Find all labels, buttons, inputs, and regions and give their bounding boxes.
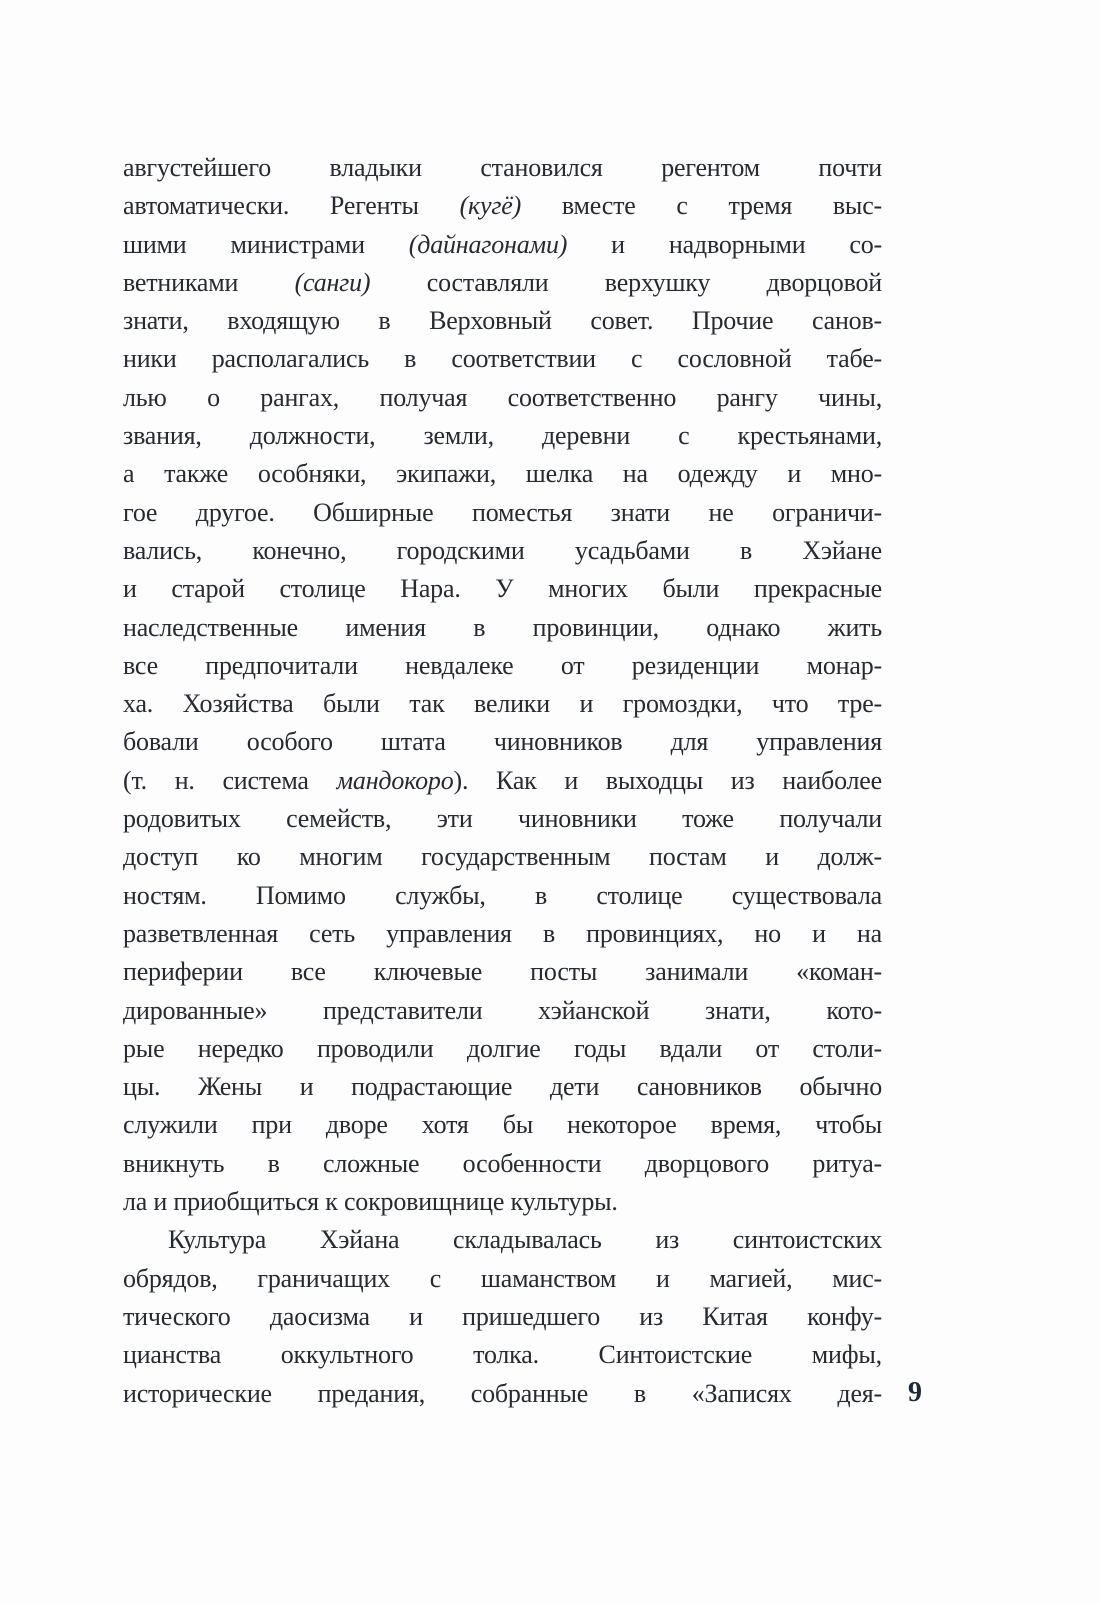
text-segment: автоматически. Регенты	[123, 191, 460, 221]
text-segment: составляли верхушку дворцовой	[370, 267, 882, 297]
text-segment: обрядов, граничащих с шаманством и магией, мис-	[123, 1263, 882, 1293]
text-line	[123, 1298, 882, 1336]
text-segment: бовали особого штата чиновников для управления	[123, 727, 882, 757]
text-segment: августейшего владыки становился регентом почти	[123, 153, 882, 182]
text-segment: исторические предания, собранные в «Записях дея-	[123, 1378, 882, 1408]
text-segment: ). Как и выходцы из наиболее	[453, 765, 882, 795]
text-line	[123, 570, 882, 608]
text-segment: дированные» представители хэйанской знати, кото-	[123, 995, 882, 1025]
text-line	[123, 1068, 882, 1106]
text-segment: тического даосизма и пришедшего из Китая конфу-	[123, 1301, 882, 1331]
text-line	[123, 1106, 882, 1144]
text-line	[123, 379, 882, 417]
text-line	[123, 1336, 882, 1374]
text-line	[123, 1145, 882, 1183]
text-segment: ностям. Помимо службы, в столице существовала	[123, 880, 882, 910]
text-segment: вместе с тремя выс-	[521, 191, 882, 221]
text-line	[123, 1375, 882, 1413]
italic-term: (санги)	[294, 267, 371, 297]
text-line	[123, 417, 882, 455]
page-number: 9	[908, 1377, 922, 1408]
text-line	[123, 149, 882, 187]
text-segment: цы. Жены и подрастающие дети сановников обычно	[123, 1072, 882, 1102]
text-line	[123, 264, 882, 302]
text-segment: а также особняки, экипажи, шелка на одежду и мно-	[123, 459, 882, 489]
text-line	[123, 302, 882, 340]
text-line	[123, 1260, 882, 1298]
text-segment: вались, конечно, городскими усадьбами в Хэйане	[123, 535, 882, 565]
text-line	[123, 838, 882, 876]
text-segment: ха. Хозяйства были так велики и громоздки, что тре-	[123, 689, 882, 719]
text-line	[123, 800, 882, 838]
text-segment: рые нередко проводили долгие годы вдали от столи-	[123, 1033, 882, 1063]
text-segment: периферии все ключевые посты занимали «коман-	[123, 957, 882, 987]
text-line	[123, 340, 882, 378]
text-line	[123, 1183, 882, 1221]
text-line	[123, 685, 882, 723]
text-line	[123, 1221, 882, 1259]
text-segment: лью о рангах, получая соответственно рангу чины,	[123, 382, 882, 412]
text-line	[123, 762, 882, 800]
text-segment: цианства оккультного толка. Синтоистские мифы,	[123, 1340, 882, 1370]
text-segment: Культура Хэйана складывалась из синтоистских	[168, 1225, 882, 1255]
text-segment: шими министрами	[123, 229, 409, 259]
text-line	[123, 877, 882, 915]
italic-term: (кугё)	[459, 191, 522, 221]
text-line	[123, 992, 882, 1030]
text-segment: звания, должности, земли, деревни с крестьянами,	[123, 421, 882, 451]
text-segment: знати, входящую в Верховный совет. Прочие санов-	[123, 306, 882, 336]
text-segment: служили при дворе хотя бы некоторое время, чтобы	[123, 1110, 882, 1140]
text-segment: гое другое. Обширные поместья знати не ограничи-	[123, 497, 882, 527]
text-block	[123, 149, 882, 1413]
text-line	[123, 1030, 882, 1068]
text-line	[123, 455, 882, 493]
text-line	[123, 609, 882, 647]
text-segment: ла и приобщиться к сокровищнице культуры.	[123, 1187, 618, 1217]
italic-term: (дайнагонами)	[408, 229, 568, 259]
text-segment: ветниками	[123, 267, 295, 297]
text-segment: ники располагались в соответствии с сословной табе-	[123, 344, 882, 374]
text-segment: все предпочитали невдалеке от резиденции монар-	[123, 650, 882, 680]
text-segment: доступ ко многим государственным постам и долж-	[123, 842, 882, 872]
italic-term: мандокоро	[336, 765, 454, 795]
text-line	[123, 494, 882, 532]
text-line	[123, 532, 882, 570]
text-line	[123, 647, 882, 685]
text-line	[123, 187, 882, 225]
text-segment: наследственные имения в провинции, однако жить	[123, 612, 882, 642]
text-segment: и старой столице Нара. У многих были прекрасные	[123, 574, 882, 604]
text-segment: и надворными со-	[567, 229, 882, 259]
text-segment: (т. н. система	[123, 765, 337, 795]
text-line	[123, 915, 882, 953]
text-segment: вникнуть в сложные особенности дворцового ритуа-	[123, 1148, 882, 1178]
text-line	[123, 953, 882, 991]
text-line	[123, 723, 882, 761]
text-line	[123, 226, 882, 264]
text-segment: разветвленная сеть управления в провинциях, но и на	[123, 918, 882, 948]
text-segment: родовитых семейств, эти чиновники тоже получали	[123, 804, 882, 834]
